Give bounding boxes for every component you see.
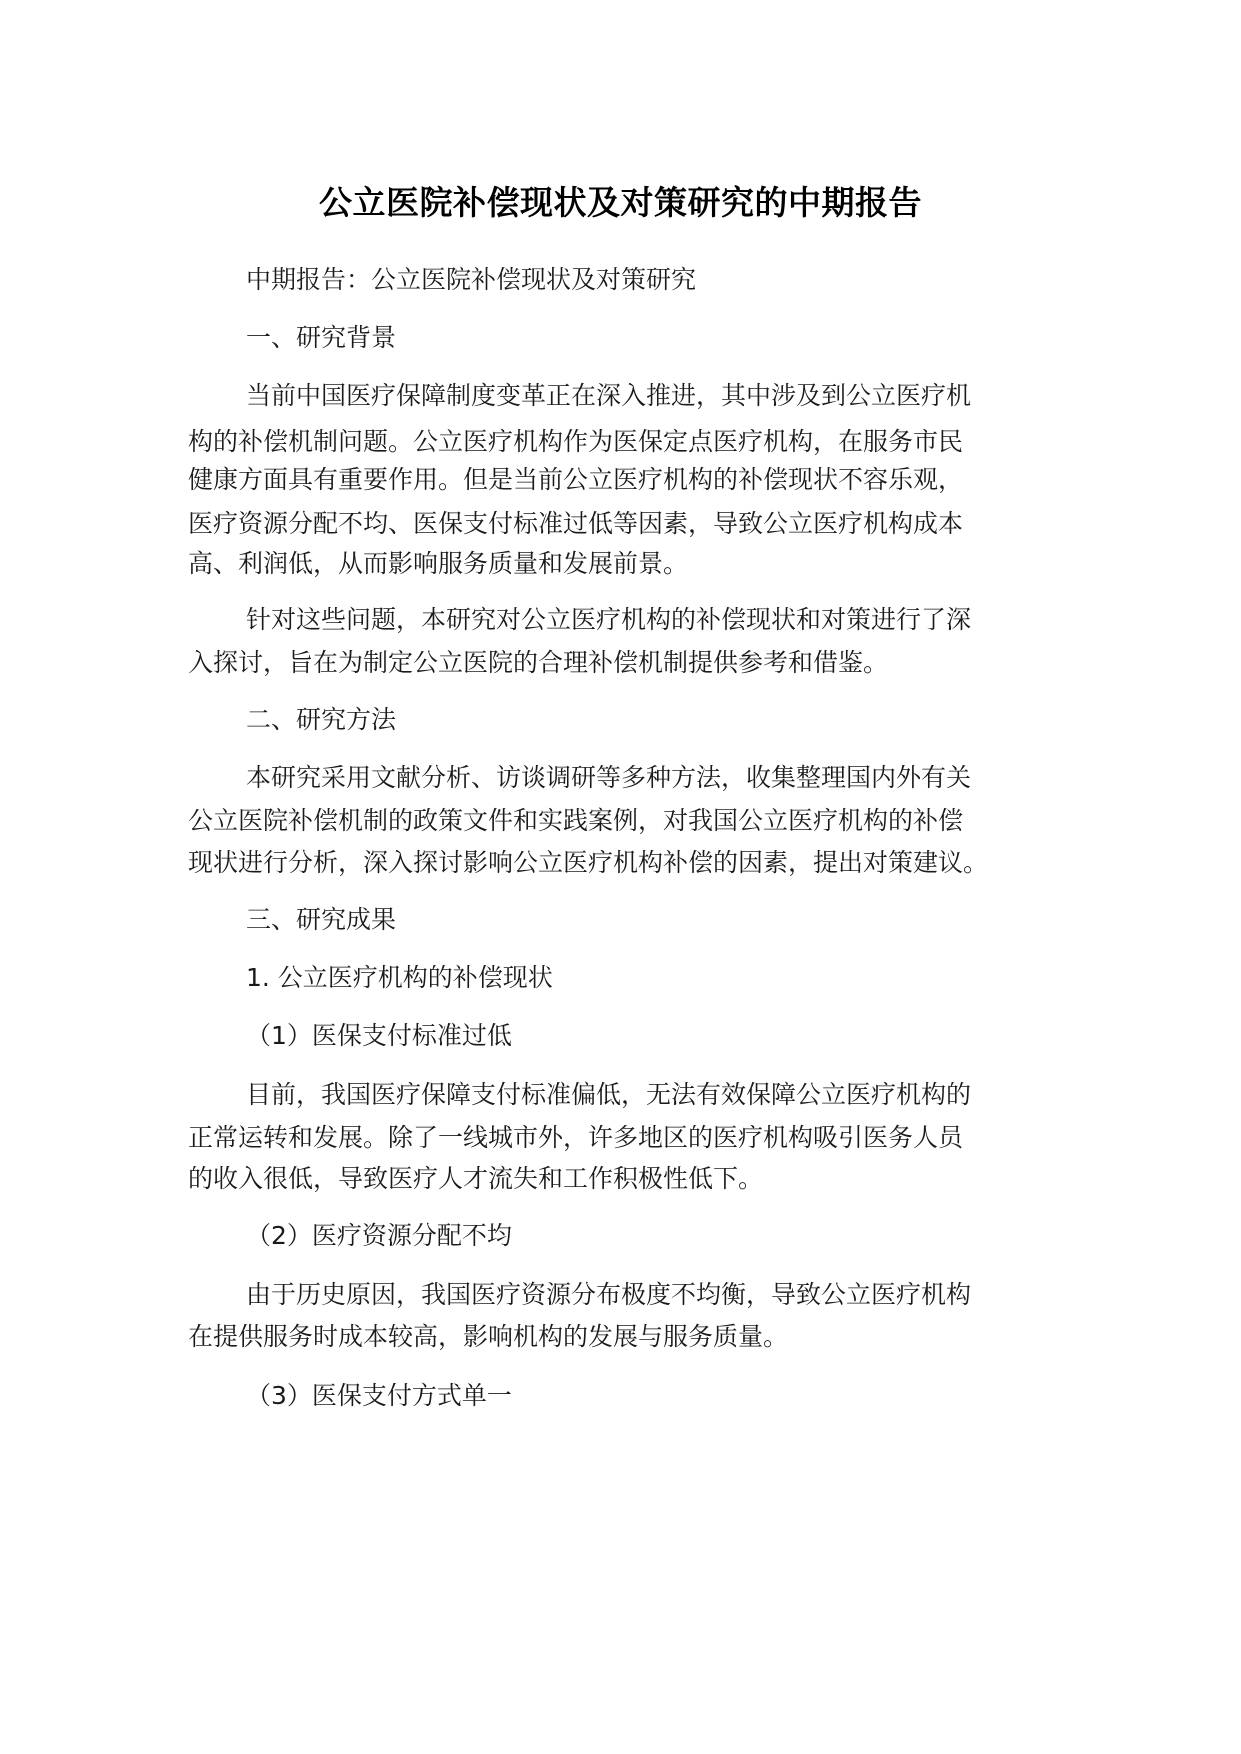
- paragraph-line: 当前中国医疗保障制度变革正在深入推进，其中涉及到公立医疗机: [246, 381, 972, 410]
- section-heading-methods: 二、研究方法: [246, 705, 397, 734]
- paragraph-line: 健康方面具有重要作用。但是当前公立医疗机构的补偿现状不容乐观，: [188, 465, 964, 494]
- intro-line: 中期报告：公立医院补偿现状及对策研究: [246, 265, 697, 294]
- item-heading-2: （2）医疗资源分配不均: [246, 1221, 512, 1250]
- paragraph-line: 公立医院补偿机制的政策文件和实践案例，对我国公立医疗机构的补偿: [188, 806, 964, 835]
- paragraph-line: 目前，我国医疗保障支付标准偏低，无法有效保障公立医疗机构的: [246, 1080, 972, 1109]
- paragraph-line: 高、利润低，从而影响服务质量和发展前景。: [188, 549, 689, 578]
- paragraph-line: 的收入很低，导致医疗人才流失和工作积极性低下。: [188, 1164, 764, 1193]
- paragraph-line: 医疗资源分配不均、医保支付标准过低等因素，导致公立医疗机构成本: [188, 509, 964, 538]
- paragraph-line: 针对这些问题，本研究对公立医疗机构的补偿现状和对策进行了深: [246, 605, 972, 634]
- paragraph-line: 现状进行分析，深入探讨影响公立医疗机构补偿的因素，提出对策建议。: [188, 848, 989, 877]
- paragraph-line: 本研究采用文献分析、访谈调研等多种方法，收集整理国内外有关: [246, 763, 972, 792]
- subheading-compensation-status: 1. 公立医疗机构的补偿现状: [246, 963, 553, 992]
- item-heading-1: （1）医保支付标准过低: [246, 1021, 512, 1050]
- paragraph-line: 构的补偿机制问题。公立医疗机构作为医保定点医疗机构，在服务市民: [188, 427, 964, 456]
- paragraph-line: 在提供服务时成本较高，影响机构的发展与服务质量。: [188, 1322, 789, 1351]
- section-heading-results: 三、研究成果: [246, 905, 397, 934]
- paragraph-line: 入探讨，旨在为制定公立医院的合理补偿机制提供参考和借鉴。: [188, 648, 889, 677]
- paragraph-line: 由于历史原因，我国医疗资源分布极度不均衡，导致公立医疗机构: [246, 1280, 972, 1309]
- document-title: 公立医院补偿现状及对策研究的中期报告: [319, 183, 922, 222]
- section-heading-background: 一、研究背景: [246, 323, 397, 352]
- paragraph-line: 正常运转和发展。除了一线城市外，许多地区的医疗机构吸引医务人员: [188, 1123, 964, 1152]
- item-heading-3: （3）医保支付方式单一: [246, 1381, 512, 1410]
